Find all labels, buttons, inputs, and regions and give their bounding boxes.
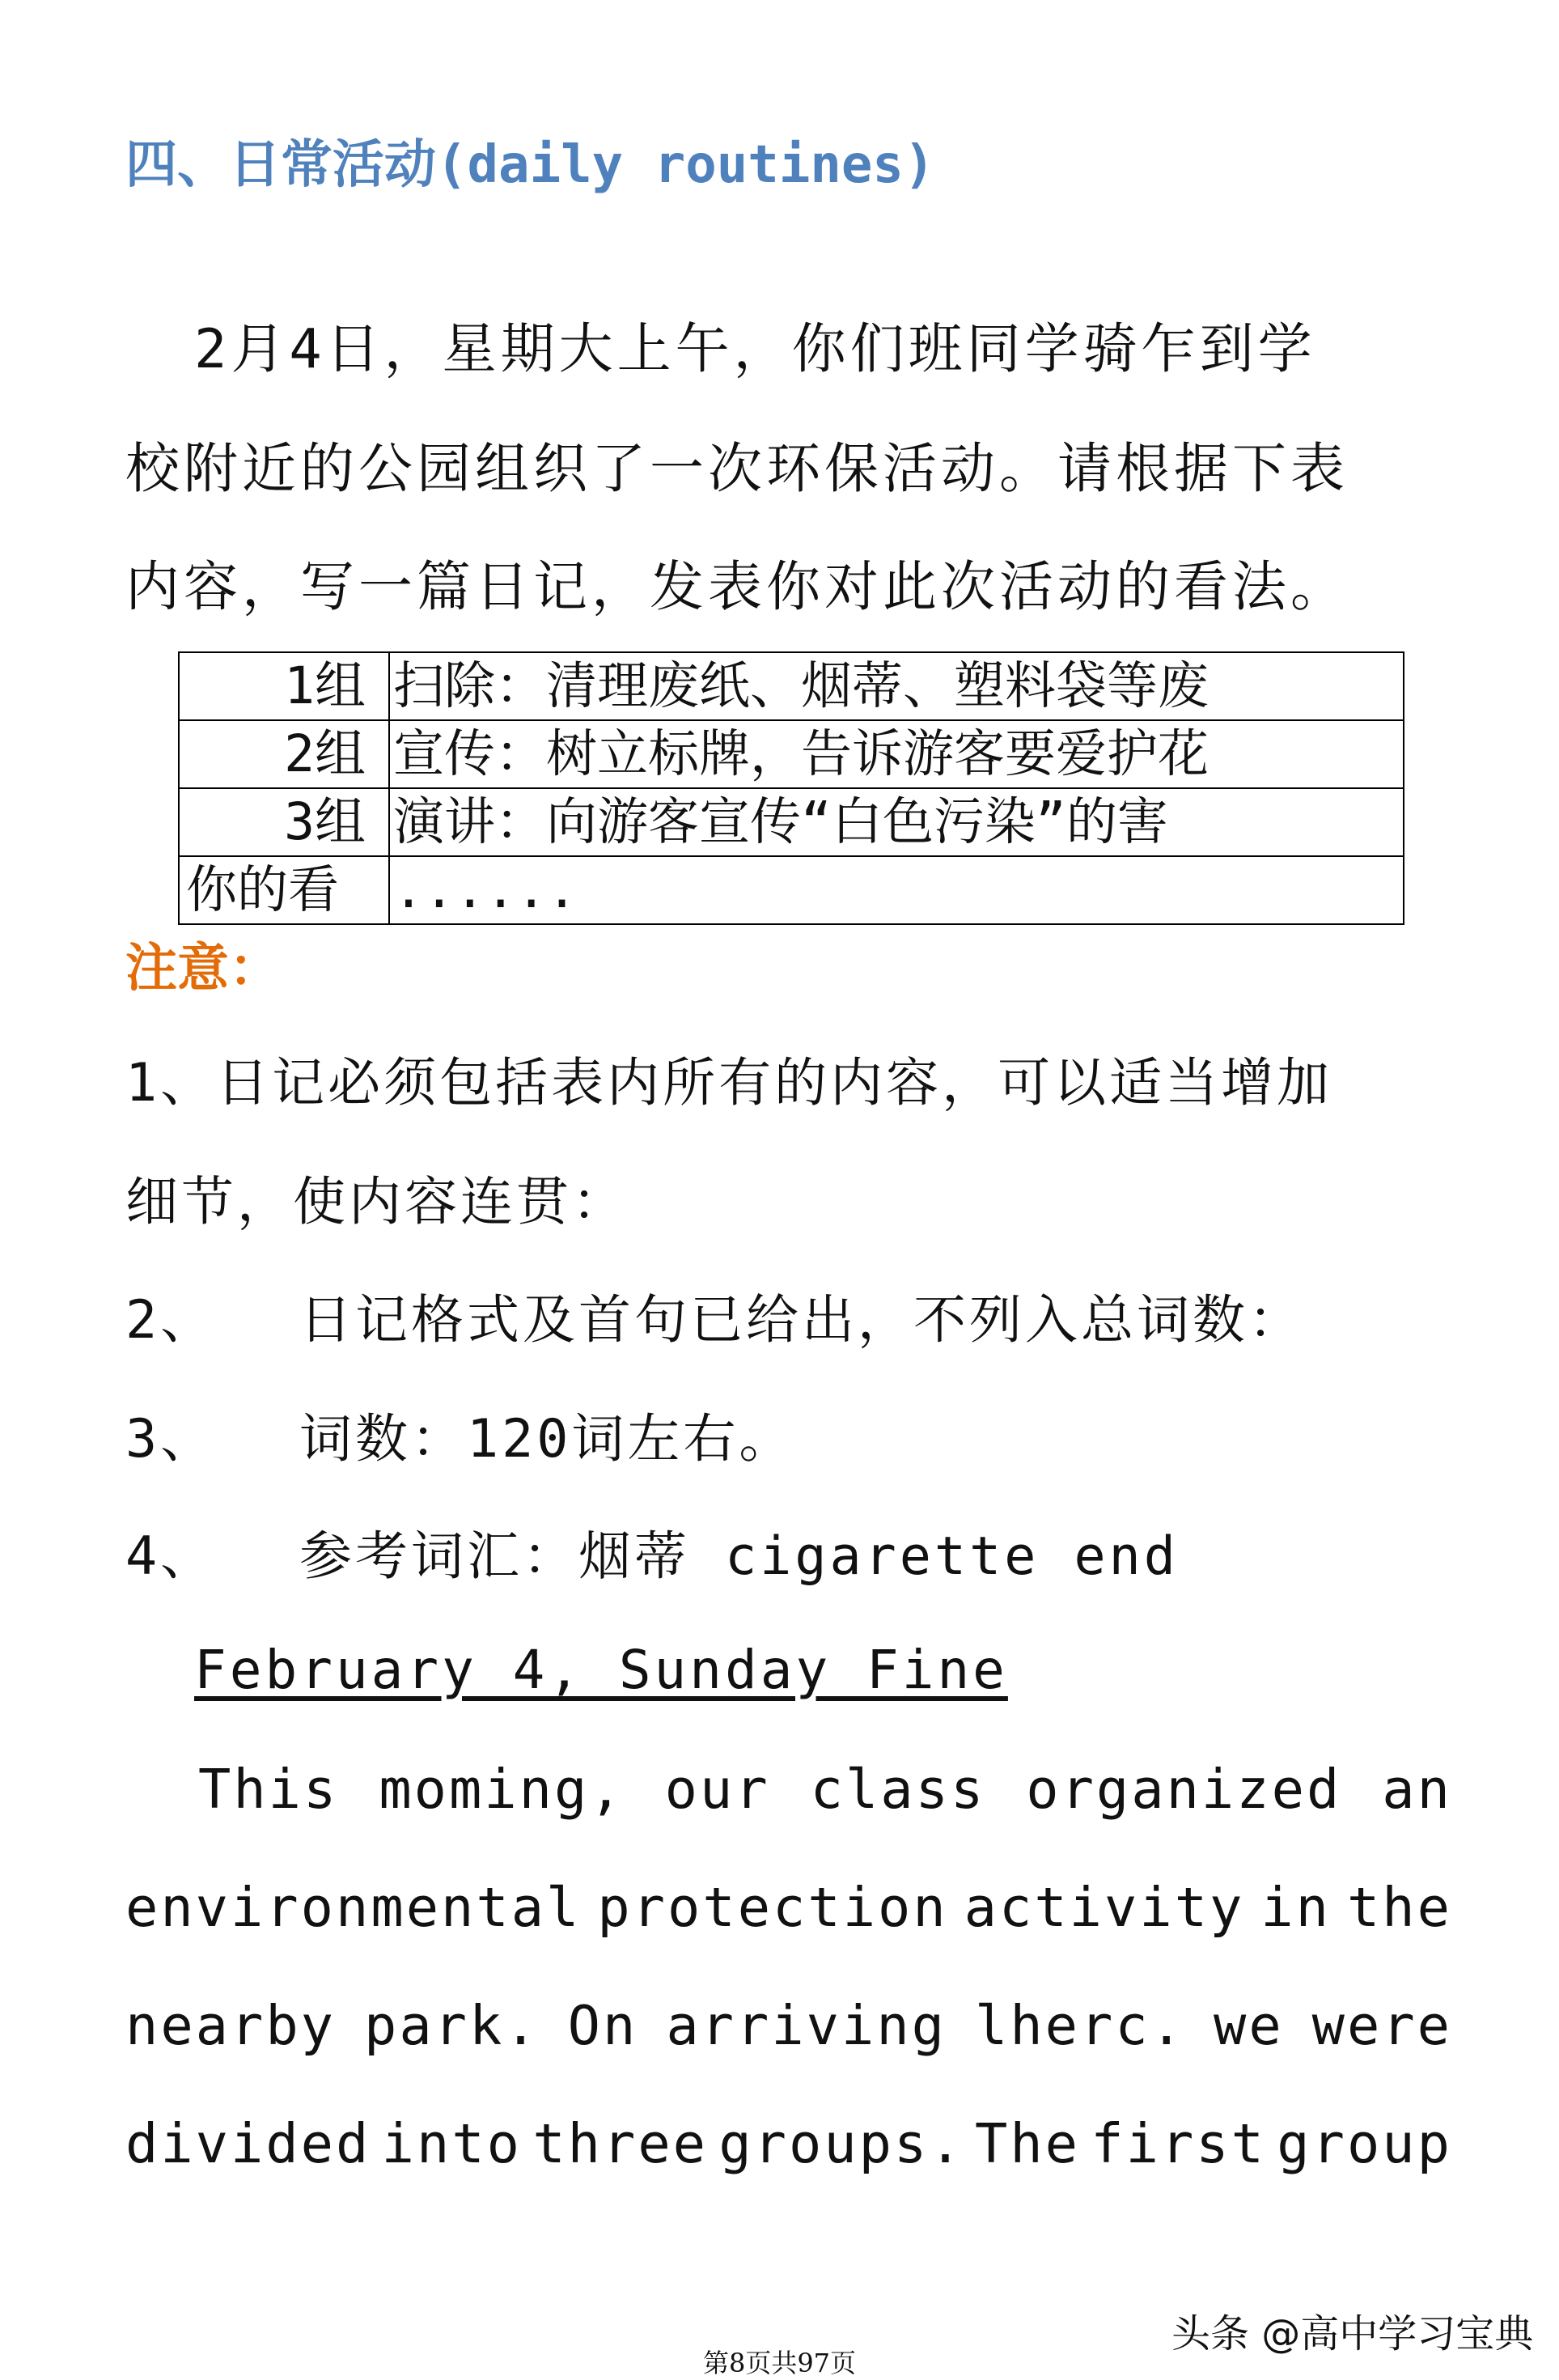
note-text: 细节，使内容连贯： (125, 1172, 629, 1232)
word: our (664, 1758, 770, 1821)
word: the (1346, 1876, 1452, 1939)
section-heading: 四、日常活动(daily routines) (125, 135, 935, 195)
english-line (198, 1758, 1452, 1821)
word: This (198, 1758, 339, 1821)
word: arriving (666, 1994, 947, 2057)
task-cell: 扫除：清理废纸、烟蒂、塑料袋等废 (389, 652, 1404, 720)
group-cell: 1组 (179, 652, 389, 720)
word: in (1260, 1876, 1332, 1939)
word: activity (964, 1876, 1245, 1939)
task-cell: 宣传：树立标牌，告诉游客要爱护花 (389, 720, 1404, 788)
diary-date: February 4, Sunday Fine (194, 1639, 1008, 1701)
note-number: 2、 (125, 1290, 217, 1351)
watermark: 头条 @高中学习宝典 (1171, 2311, 1534, 2357)
word: moming, (379, 1758, 625, 1821)
word: environmental (125, 1876, 582, 1939)
notice-label: 注意： (125, 939, 281, 999)
word: nearby (125, 1994, 337, 2057)
word: an (1382, 1758, 1452, 1821)
word: three (532, 2112, 709, 2175)
word: On (567, 1994, 638, 2057)
table-row (179, 856, 1404, 924)
page-footer: 第8页共97页 (702, 2348, 857, 2378)
word: we (1213, 1994, 1284, 2057)
activity-table (178, 651, 1404, 925)
word: lherc. (974, 1994, 1186, 2057)
note-line (125, 1277, 1304, 1353)
table-row (179, 720, 1404, 788)
word: groups. (718, 2112, 964, 2175)
word: class (810, 1758, 986, 1821)
word: first (1091, 2112, 1266, 2175)
prompt-line-1: 2月4日，星期大上午，你们班同学骑乍到学 (194, 317, 1316, 380)
word: The (974, 2112, 1080, 2175)
word: group (1277, 2112, 1452, 2175)
table-row (179, 788, 1404, 856)
word: organized (1026, 1758, 1342, 1821)
note-number: 4、 (125, 1526, 217, 1587)
note-text: 参考词汇：烟蒂 cigarette end (299, 1526, 1179, 1587)
word: into (381, 2112, 523, 2175)
group-cell: 你的看 (179, 856, 389, 924)
english-line (125, 2112, 1452, 2175)
english-line (125, 1876, 1452, 1939)
note-line (125, 1159, 628, 1235)
task-cell: ...... (389, 856, 1404, 924)
word: divided (125, 2112, 371, 2175)
note-line (125, 1040, 1332, 1116)
note-line (125, 1396, 794, 1472)
note-text: 1、日记必须包括表内所有的内容，可以适当增加 (125, 1053, 1333, 1114)
task-cell: 演讲：向游客宣传“白色污染”的害 (389, 788, 1404, 856)
note-number: 3、 (125, 1409, 217, 1470)
note-text: 日记格式及首句已给出，不列入总词数： (299, 1290, 1305, 1351)
word: were (1311, 1994, 1452, 2057)
english-line (125, 1994, 1452, 2057)
word: protection (597, 1876, 948, 1939)
group-cell: 2组 (179, 720, 389, 788)
note-line (125, 1513, 1179, 1589)
word: park. (364, 1994, 540, 2057)
prompt-line-3: 内容，写一篇日记，发表你对此次活动的看法。 (125, 555, 1349, 618)
prompt-line-2: 校附近的公园组织了一次环保活动。请根据下表 (125, 437, 1349, 500)
group-cell: 3组 (179, 788, 389, 856)
table-row (179, 652, 1404, 720)
note-text: 词数：120词左右。 (299, 1409, 795, 1470)
